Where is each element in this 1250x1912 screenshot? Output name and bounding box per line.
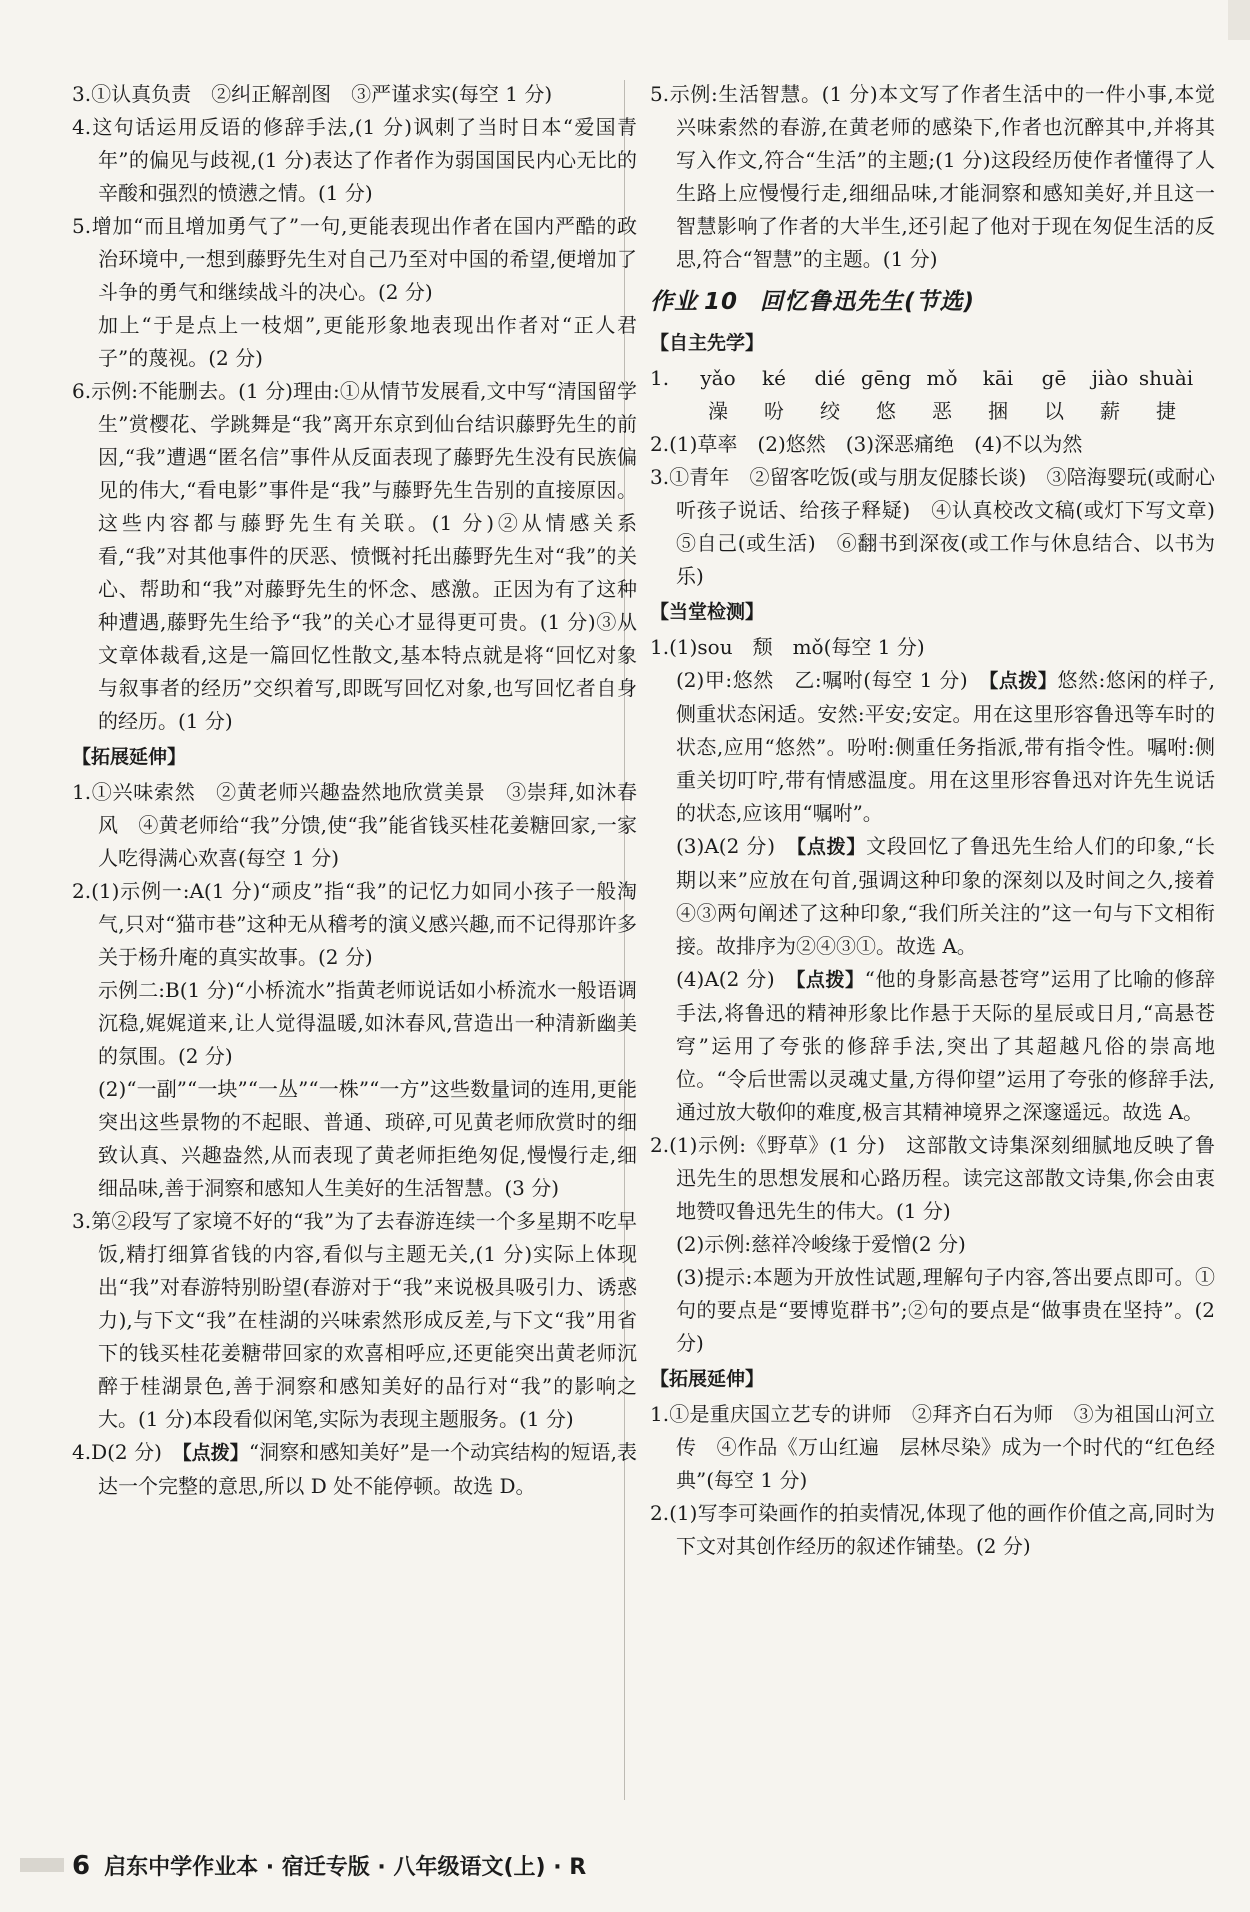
check-answer-2-3: (3)提示:本题为开放性试题,理解句子内容,答出要点即可。①句的要点是“要博览群书”;②句的要点是“做事贵在坚持”。(2 分) (676, 1265, 1215, 1355)
hanzi-3: 绞 (820, 399, 840, 423)
extension-answer-4 (72, 1436, 637, 1503)
check-answer-1-3 (650, 830, 1215, 963)
homework-number: 10 (704, 289, 739, 315)
left-column (72, 78, 637, 1503)
page-footer (72, 1850, 586, 1881)
check-answer-2: 2.(1)示例:《野草》(1 分) 这部散文诗集深刻细腻地反映了鲁迅先生的思想发展和心路历程。读完这部散文诗集,你会由衷地赞叹鲁迅先生的伟大。(1 分) (650, 1133, 1215, 1223)
extension-answer-4-choice: 4.D(2 分) (72, 1440, 162, 1464)
pinyin-2: ké (762, 366, 786, 390)
check-answer-1: 1.(1)sou 颓 mǒ(每空 1 分) (650, 635, 925, 659)
check-answer-1-4-answer: (4)A(2 分) (676, 967, 775, 991)
pinyin-4: gēng (860, 366, 912, 390)
check-answer-1-4 (650, 963, 1215, 1129)
answer-5: 5.增加“而且增加勇气了”一句,更能表现出作者在国内严酷的政治环境中,一想到藤野先生对自己乃至对中国的希望,便增加了斗争的勇气和继续战斗的决心。(2 分) (72, 214, 637, 304)
pinyin-6: kāi (982, 366, 1014, 390)
homework-title: 回忆鲁迅先生(节选) (760, 289, 976, 315)
footer-bar (20, 1858, 64, 1872)
pinyin-9: shuài (1138, 366, 1194, 390)
extension-answer-1: 1.①兴味索然 ②黄老师兴趣盎然地欣赏美景 ③崇拜,如沐春风 ④黄老师给“我”分馈,使“我”能省钱买桂花姜糖回家,一家人吃得满心欢喜(每空 1 分) (72, 780, 637, 870)
answer-3: 3.①认真负责 ②纠正解剖图 ③严谨求实(每空 1 分) (72, 82, 553, 106)
extension-answer-2-part2: (2)“一副”“一块”“一丛”“一株”“一方”这些数量词的连用,更能突出这些景物的不起眼、普通、琐碎,可见黄老师欣赏时的细致认真、兴趣盎然,从而表现了黄老师拒绝匆促,慢慢行走,细细品味,善于洞察和感知人生美好的生活智慧。(3 分) (98, 1077, 637, 1200)
tip-label: 【点拨】 (988, 670, 1058, 692)
answer-5-right: 5.示例:生活智慧。(1 分)本文写了作者生活中的一件小事,本觉兴味索然的春游,在黄老师的感染下,作者也沉醉其中,并将其写入作文,符合“生活”的主题;(1 分)这段经历使作者懂得了人生路上应慢慢行走,细细品味,才能洞察和感知美好,并且这一智慧影响了作者的大半生,还引起了他对于现在匆促生活的反思,符合“智慧”的主题。(1 分) (650, 82, 1215, 271)
check-answer-1-4-tip: “他的身影高悬苍穹”运用了比喻的修辞手法,将鲁迅的精神形象比作悬于天际的星辰或日月,“高悬苍穹”运用了夸张的修辞手法,突出了其超越凡俗的崇高地位。“令后世需以灵魂丈量,方得仰望”运用了夸张的修辞手法,通过放大敬仰的难度,极言其精神境界之深邃遥远。故选 A。 (676, 967, 1216, 1124)
page-number: 6 (72, 1851, 91, 1881)
pinyin-3: dié (814, 366, 846, 390)
check-answer-1-2 (650, 664, 1215, 830)
check-answer-2-2: (2)示例:慈祥冷峻缘于爱憎(2 分) (676, 1232, 966, 1256)
tip-label: 【点拨】 (795, 969, 865, 991)
hanzi-row (650, 395, 1215, 428)
tip-label: 【点拨】 (796, 836, 867, 858)
right-column (650, 78, 1235, 1563)
extension-answer-3: 3.第②段写了家境不好的“我”为了去春游连续一个多星期不吃早饭,精打细算省钱的内容,看似与主题无关,(1 分)实际上体现出“我”对春游特别盼望(春游对于“我”来说极具吸引力、诱惑力),与下文“我”在桂湖的兴味索然形成反差,与下文“我”用省下的钱买桂花姜糖带回家的欢喜相呼应,还更能突出黄老师沉醉于桂湖景色,善于洞察和感知美好的品行对“我”的影响之大。(1 分)本段看似闲笔,实际为表现主题服务。(1 分) (72, 1209, 637, 1431)
section-heading-preview: 【自主先学】 (650, 332, 765, 354)
extension-answer-4-tip: “洞察和感知美好”是一个动宾结构的短语,表达一个完整的意思,所以 D 处不能停顿。故选 D。 (98, 1440, 637, 1498)
hanzi-4: 悠 (876, 399, 896, 423)
check-answer-1-3-tip: 文段回忆了鲁迅先生给人们的印象,“长期以来”应放在句首,强调这种印象的深刻以及时间之久,接着④③两句阐述了这种印象,“我们所关注的”这一句与下文相衔接。故排序为②④③①。故选 A。 (676, 834, 1215, 958)
check-answer-1-3-answer: (3)A(2 分) (676, 834, 775, 858)
pinyin-1: yǎo (700, 366, 736, 390)
page-corner (1228, 0, 1250, 40)
footer-text: 启东中学作业本 · 宿迁专版 · 八年级语文(上) · R (104, 1855, 587, 1880)
pinyin-number: 1. (650, 366, 670, 390)
pinyin-7: gē (1041, 366, 1067, 390)
hanzi-9: 捷 (1156, 399, 1176, 423)
preview-answer-2: 2.(1)草率 (2)悠然 (3)深恶痛绝 (4)不以为然 (650, 432, 1083, 456)
section-heading-extension-right: 【拓展延伸】 (650, 1368, 765, 1390)
answer-6: 6.示例:不能删去。(1 分)理由:①从情节发展看,文中写“清国留学生”赏樱花、学跳舞是“我”离开东京到仙台结识藤野先生的前因,“我”遭遇“匿名信”事件从反面表现了藤野先生没有民族偏见的伟大,“看电影”事件是“我”与藤野先生告别的直接原因。这些内容都与藤野先生有关联。(1 分)②从情感关系看,“我”对其他事件的厌恶、愤慨衬托出藤野先生对“我”的关心、帮助和“我”对藤野先生的怀念、感激。正因为有了这种种遭遇,藤野先生给予“我”的关心才显得更可贵。(1 分)③从文章体裁看,这是一篇回忆性散文,基本特点就是将“回忆对象与叙事者的经历”交织着写,即既写回忆对象,也写回忆者自身的经历。(1 分) (72, 379, 637, 733)
homework-heading (650, 280, 1215, 324)
tip-label: 【点拨】 (182, 1442, 249, 1464)
hanzi-5: 恶 (932, 399, 952, 423)
extension-answer-2-example2: 示例二:B(1 分)“小桥流水”指黄老师说话如小桥流水一般语调沉稳,娓娓道来,让人觉得温暖,如沐春风,营造出一种清新幽美的氛围。(2 分) (98, 978, 637, 1068)
answer-4: 4.这句话运用反语的修辞手法,(1 分)讽刺了当时日本“爱国青年”的偏见与歧视,(1 分)表达了作者作为弱国国民内心无比的辛酸和强烈的愤懑之情。(1 分) (72, 115, 637, 205)
section-heading-check: 【当堂检测】 (650, 601, 765, 623)
hanzi-6: 捆 (988, 399, 1008, 423)
extension-answer-2: 2.(1)示例一:A(1 分)“顽皮”指“我”的记忆力如同小孩子一般淘气,只对“猫市巷”这种无从稽考的演义感兴趣,而不记得那许多关于杨升庵的真实故事。(2 分) (72, 879, 637, 969)
check-answer-1-2-answer: (2)甲:悠然 乙:嘱咐(每空 1 分) (676, 668, 968, 692)
hanzi-2: 吩 (764, 399, 784, 423)
answer-5-part2: 加上“于是点上一枝烟”,更能形象地表现出作者对“正人君子”的蔑视。(2 分) (98, 313, 637, 370)
pinyin-row (650, 362, 1215, 395)
extension-right-answer-1: 1.①是重庆国立艺专的讲师 ②拜齐白石为师 ③为祖国山河立传 ④作品《万山红遍 层林尽染》成为一个时代的“红色经典”(每空 1 分) (650, 1402, 1215, 1492)
section-heading-extension: 【拓展延伸】 (72, 746, 187, 768)
preview-answer-3: 3.①青年 ②留客吃饭(或与朋友促膝长谈) ③陪海婴玩(或耐心听孩子说话、给孩子释疑) ④认真校改文稿(或灯下写文章) ⑤自己(或生活) ⑥翻书到深夜(或工作与休息结合、以书为乐) (650, 465, 1235, 588)
homework-label: 作业 (650, 289, 698, 315)
pinyin-answer (650, 362, 1215, 428)
pinyin-5: mǒ (926, 366, 958, 390)
pinyin-8: jiào (1091, 366, 1129, 390)
hanzi-7: 以 (1044, 399, 1064, 423)
check-answer-1-2-tip: 悠然:悠闲的样子,侧重状态闲适。安然:平安;安定。用在这里形容鲁迅等车时的状态,应用“悠然”。吩咐:侧重任务指派,带有指令性。嘱咐:侧重关切叮咛,带有情感温度。用在这里形容鲁迅对许先生说话的状态,应该用“嘱咐”。 (676, 668, 1215, 825)
extension-right-answer-2: 2.(1)写李可染画作的拍卖情况,体现了他的画作价值之高,同时为下文对其创作经历的叙述作铺垫。(2 分) (650, 1501, 1215, 1558)
hanzi-8: 薪 (1100, 399, 1120, 423)
hanzi-1: 澡 (708, 399, 728, 423)
